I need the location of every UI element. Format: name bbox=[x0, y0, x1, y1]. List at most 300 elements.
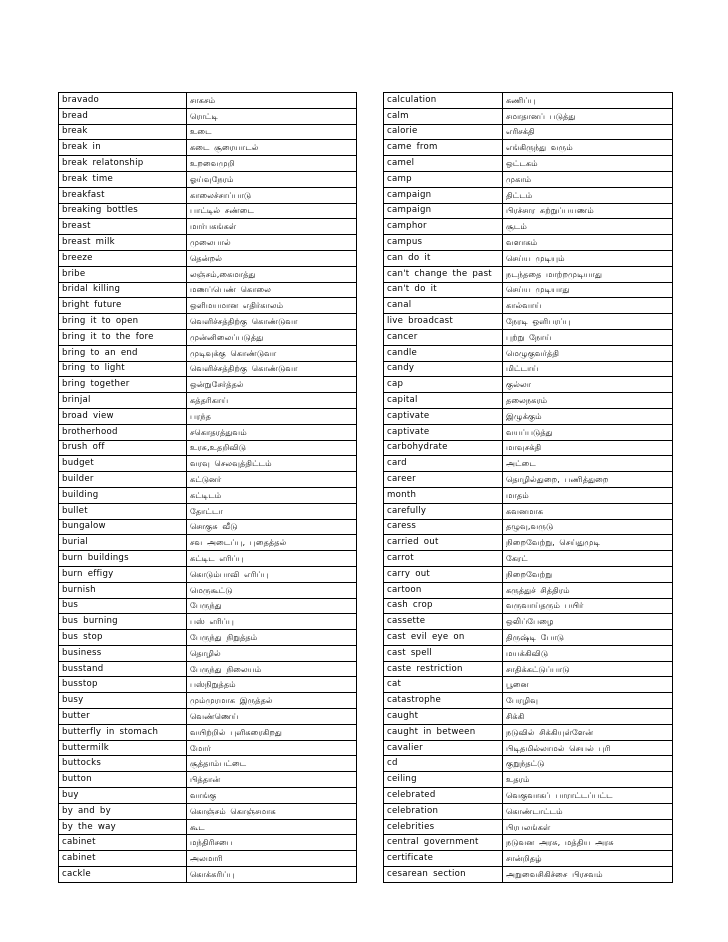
tamil-meaning: வயிற்றில் புளிகரைகிறது bbox=[187, 724, 357, 740]
table-row bbox=[384, 614, 673, 630]
english-word: can't change the past bbox=[384, 266, 503, 282]
tamil-meaning: மார்பகங்கள் bbox=[187, 219, 357, 235]
tamil-meaning: செய்ய முடியாது bbox=[503, 282, 673, 298]
tamil-meaning: தென்றல் bbox=[187, 250, 357, 266]
table-row bbox=[384, 266, 673, 282]
table-row bbox=[384, 235, 673, 251]
tamil-meaning: கொடும்பாவி எரிப்பு bbox=[187, 566, 357, 582]
english-word: butter bbox=[59, 709, 187, 725]
english-word: cabinet bbox=[59, 835, 187, 851]
english-word: cast spell bbox=[384, 645, 503, 661]
tamil-meaning: தலைநகரம் bbox=[503, 393, 673, 409]
table-row bbox=[384, 819, 673, 835]
tamil-meaning: சிக்கி bbox=[503, 709, 673, 725]
tamil-meaning: கேரட் bbox=[503, 551, 673, 567]
tamil-meaning: கணிப்பு bbox=[503, 93, 673, 109]
left-dictionary-table bbox=[58, 92, 357, 883]
tamil-meaning: பூனை bbox=[503, 677, 673, 693]
english-word: breast bbox=[59, 219, 187, 235]
english-word: captivate bbox=[384, 424, 503, 440]
english-word: cat bbox=[384, 677, 503, 693]
english-word: capital bbox=[384, 393, 503, 409]
tamil-meaning: சான்றிதழ் bbox=[503, 851, 673, 867]
left-dictionary-body bbox=[59, 93, 357, 883]
table-row bbox=[384, 645, 673, 661]
tamil-meaning: பேருந்து நிறுத்தம் bbox=[187, 630, 357, 646]
table-row bbox=[59, 503, 357, 519]
table-row bbox=[59, 677, 357, 693]
tamil-meaning: ஒட்டகம் bbox=[503, 156, 673, 172]
table-row bbox=[384, 503, 673, 519]
tamil-meaning: பேருந்து நிலையம் bbox=[187, 661, 357, 677]
english-word: canal bbox=[384, 298, 503, 314]
english-word: carried out bbox=[384, 535, 503, 551]
english-word: broad view bbox=[59, 408, 187, 424]
table-row bbox=[384, 377, 673, 393]
table-row bbox=[59, 614, 357, 630]
english-word: candy bbox=[384, 361, 503, 377]
table-row bbox=[384, 345, 673, 361]
english-word: brinjal bbox=[59, 393, 187, 409]
table-row bbox=[59, 361, 357, 377]
tamil-meaning: சமாதானப் படுத்து bbox=[503, 108, 673, 124]
table-row bbox=[384, 456, 673, 472]
english-word: cackle bbox=[59, 867, 187, 883]
english-word: bus stop bbox=[59, 630, 187, 646]
tamil-meaning: பிரச்சார சுற்றுப்பயணம் bbox=[503, 203, 673, 219]
tamil-meaning: மும்முரமாக இருத்தல் bbox=[187, 693, 357, 709]
tamil-meaning: கட்டிடம் bbox=[187, 487, 357, 503]
english-word: burn buildings bbox=[59, 551, 187, 567]
tamil-meaning: வரவு செலவுத்திட்டம் bbox=[187, 456, 357, 472]
table-row bbox=[59, 345, 357, 361]
table-row bbox=[59, 566, 357, 582]
table-row bbox=[59, 456, 357, 472]
table-row bbox=[59, 535, 357, 551]
tamil-meaning: கட்டிட எரிப்பு bbox=[187, 551, 357, 567]
english-word: break bbox=[59, 124, 187, 140]
table-row bbox=[59, 645, 357, 661]
tamil-meaning: பிரபலங்கள் bbox=[503, 819, 673, 835]
english-word: brotherhood bbox=[59, 424, 187, 440]
english-word: camel bbox=[384, 156, 503, 172]
english-word: can do it bbox=[384, 250, 503, 266]
english-word: cabinet bbox=[59, 851, 187, 867]
english-word: budget bbox=[59, 456, 187, 472]
tamil-meaning: சூத்தாம்பட்டை bbox=[187, 756, 357, 772]
table-row bbox=[384, 551, 673, 567]
english-word: builder bbox=[59, 472, 187, 488]
tamil-meaning: ஒளிமயமான எதிர்காலம் bbox=[187, 298, 357, 314]
english-word: buttocks bbox=[59, 756, 187, 772]
tamil-meaning: கொக்கரிப்பு bbox=[187, 867, 357, 883]
tamil-meaning: நடுவன அரசு, மத்திய அரசு bbox=[503, 835, 673, 851]
english-word: cesarean section bbox=[384, 867, 503, 883]
english-word: butterfly in stomach bbox=[59, 724, 187, 740]
tamil-meaning: பிடிதமில்லாமல் செயல் புரி bbox=[503, 740, 673, 756]
table-row bbox=[384, 566, 673, 582]
table-row bbox=[59, 266, 357, 282]
tamil-meaning: சகொதரத்துவம் bbox=[187, 424, 357, 440]
tamil-meaning: நிறைவேற்று bbox=[503, 566, 673, 582]
english-word: caste restriction bbox=[384, 661, 503, 677]
tamil-meaning: வருவாய்தரும் பயிர் bbox=[503, 598, 673, 614]
table-row bbox=[384, 440, 673, 456]
english-word: month bbox=[384, 487, 503, 503]
english-word: bring to an end bbox=[59, 345, 187, 361]
table-row bbox=[384, 740, 673, 756]
english-word: came from bbox=[384, 140, 503, 156]
tamil-meaning: கருத்துச் சித்திரம் bbox=[503, 582, 673, 598]
english-word: breeze bbox=[59, 250, 187, 266]
table-row bbox=[384, 250, 673, 266]
table-row bbox=[59, 551, 357, 567]
table-row bbox=[384, 835, 673, 851]
english-word: candle bbox=[384, 345, 503, 361]
table-row bbox=[384, 171, 673, 187]
tamil-meaning: கூட bbox=[187, 819, 357, 835]
tamil-meaning: பஸ் எரிப்பு bbox=[187, 614, 357, 630]
tamil-meaning: தொழில் bbox=[187, 645, 357, 661]
tamil-meaning: திருஷ்டி போடு bbox=[503, 630, 673, 646]
table-row bbox=[384, 298, 673, 314]
english-word: camp bbox=[384, 171, 503, 187]
table-row bbox=[384, 867, 673, 883]
english-word: busstop bbox=[59, 677, 187, 693]
tamil-meaning: சவ அடைப்பு, புதைத்தல் bbox=[187, 535, 357, 551]
english-word: central government bbox=[384, 835, 503, 851]
table-row bbox=[384, 140, 673, 156]
tamil-meaning: கட்டுனர் bbox=[187, 472, 357, 488]
tamil-meaning: இழுக்கும் bbox=[503, 408, 673, 424]
table-row bbox=[384, 329, 673, 345]
english-word: carrot bbox=[384, 551, 503, 567]
right-dictionary-body bbox=[384, 93, 673, 883]
table-row bbox=[384, 661, 673, 677]
tamil-meaning: முகாம் bbox=[503, 171, 673, 187]
table-row bbox=[59, 582, 357, 598]
english-word: bring it to open bbox=[59, 314, 187, 330]
tamil-meaning: குறுந்தட்டு bbox=[503, 756, 673, 772]
table-row bbox=[384, 361, 673, 377]
tamil-meaning: வெளிச்சத்திற்கு கொண்டுவா bbox=[187, 361, 357, 377]
tamil-meaning: மந்திரிசபை bbox=[187, 835, 357, 851]
tamil-meaning: மெருகூட்டு bbox=[187, 582, 357, 598]
table-row bbox=[384, 677, 673, 693]
english-word: celebration bbox=[384, 803, 503, 819]
tamil-meaning: மோர் bbox=[187, 740, 357, 756]
tamil-meaning: ரொட்டி bbox=[187, 108, 357, 124]
tamil-meaning: புற்று நோய் bbox=[503, 329, 673, 345]
english-word: busy bbox=[59, 693, 187, 709]
table-row bbox=[59, 519, 357, 535]
tamil-meaning: பேருந்து bbox=[187, 598, 357, 614]
tamil-meaning: மிட்டாய் bbox=[503, 361, 673, 377]
table-row bbox=[59, 867, 357, 883]
english-word: brush off bbox=[59, 440, 187, 456]
tamil-meaning: நிறைவேற்று, செய்துமுடி bbox=[503, 535, 673, 551]
english-word: cartoon bbox=[384, 582, 503, 598]
english-word: caught bbox=[384, 709, 503, 725]
english-word: certificate bbox=[384, 851, 503, 867]
table-row bbox=[59, 124, 357, 140]
table-row bbox=[59, 93, 357, 109]
tamil-meaning: வாங்கு bbox=[187, 788, 357, 804]
table-row bbox=[384, 851, 673, 867]
tamil-meaning: சூடம் bbox=[503, 219, 673, 235]
tamil-meaning: வயப்படுத்து bbox=[503, 424, 673, 440]
tamil-meaning: பித்தான் bbox=[187, 772, 357, 788]
tamil-meaning: மெழுகுவர்த்தி bbox=[503, 345, 673, 361]
english-word: calculation bbox=[384, 93, 503, 109]
english-word: cassette bbox=[384, 614, 503, 630]
english-word: bright future bbox=[59, 298, 187, 314]
table-row bbox=[59, 203, 357, 219]
english-word: business bbox=[59, 645, 187, 661]
table-row bbox=[384, 424, 673, 440]
tamil-meaning: வளாகம் bbox=[503, 235, 673, 251]
english-word: burial bbox=[59, 535, 187, 551]
english-word: cast evil eye on bbox=[384, 630, 503, 646]
tamil-meaning: உரசு,உதறிவிடு bbox=[187, 440, 357, 456]
table-row bbox=[384, 203, 673, 219]
english-word: button bbox=[59, 772, 187, 788]
english-word: bungalow bbox=[59, 519, 187, 535]
tamil-meaning: நேரடி ஒளிபரப்பு bbox=[503, 314, 673, 330]
table-row bbox=[59, 472, 357, 488]
table-row bbox=[384, 393, 673, 409]
tamil-meaning: ஒன்றுசேர்த்தல் bbox=[187, 377, 357, 393]
tamil-meaning: அட்டை bbox=[503, 456, 673, 472]
tamil-meaning: அறுவைசிகிச்சை பிரசவம் bbox=[503, 867, 673, 883]
table-row bbox=[59, 424, 357, 440]
tamil-meaning: சொகுசு வீடு bbox=[187, 519, 357, 535]
table-row bbox=[59, 282, 357, 298]
tamil-meaning: உறவைமுறி bbox=[187, 156, 357, 172]
english-word: breakfast bbox=[59, 187, 187, 203]
english-word: breaking bottles bbox=[59, 203, 187, 219]
table-row bbox=[59, 108, 357, 124]
english-word: bring to light bbox=[59, 361, 187, 377]
table-row bbox=[384, 756, 673, 772]
tamil-meaning: அலமாரி bbox=[187, 851, 357, 867]
table-row bbox=[384, 709, 673, 725]
table-row bbox=[384, 124, 673, 140]
english-word: celebrated bbox=[384, 788, 503, 804]
table-row bbox=[59, 661, 357, 677]
english-word: campus bbox=[384, 235, 503, 251]
tamil-meaning: தழுவு,வருடு bbox=[503, 519, 673, 535]
english-word: card bbox=[384, 456, 503, 472]
english-word: cash crop bbox=[384, 598, 503, 614]
tamil-meaning: பாட்டில் சண்டை bbox=[187, 203, 357, 219]
tamil-meaning: தொழில்துறை, பணித்துறை bbox=[503, 472, 673, 488]
tamil-meaning: வெகுவாகப் பாராட்டப்பட்ட bbox=[503, 788, 673, 804]
english-word: by and by bbox=[59, 803, 187, 819]
table-row bbox=[59, 377, 357, 393]
table-row bbox=[384, 282, 673, 298]
table-row bbox=[384, 472, 673, 488]
english-word: break relatonship bbox=[59, 156, 187, 172]
english-word: caress bbox=[384, 519, 503, 535]
table-row bbox=[59, 219, 357, 235]
english-word: cd bbox=[384, 756, 503, 772]
table-row bbox=[59, 329, 357, 345]
tamil-meaning: மாதம் bbox=[503, 487, 673, 503]
table-row bbox=[59, 298, 357, 314]
table-row bbox=[384, 187, 673, 203]
table-row bbox=[384, 535, 673, 551]
table-row bbox=[384, 630, 673, 646]
tamil-meaning: உதரம் bbox=[503, 772, 673, 788]
table-row bbox=[59, 709, 357, 725]
table-row bbox=[59, 740, 357, 756]
table-row bbox=[384, 519, 673, 535]
english-word: campaign bbox=[384, 203, 503, 219]
tamil-meaning: வெண்ணெய் bbox=[187, 709, 357, 725]
table-row bbox=[59, 235, 357, 251]
table-row bbox=[59, 772, 357, 788]
table-row bbox=[384, 582, 673, 598]
tamil-meaning: திட்டம் bbox=[503, 187, 673, 203]
english-word: bribe bbox=[59, 266, 187, 282]
tamil-meaning: செய்ய முடியும் bbox=[503, 250, 673, 266]
table-row bbox=[59, 724, 357, 740]
english-word: cavalier bbox=[384, 740, 503, 756]
english-word: live broadcast bbox=[384, 314, 503, 330]
english-word: burn effigy bbox=[59, 566, 187, 582]
table-row bbox=[384, 598, 673, 614]
table-row bbox=[59, 314, 357, 330]
tamil-meaning: நடுவில் சிக்கியுள்ளேன் bbox=[503, 724, 673, 740]
english-word: break in bbox=[59, 140, 187, 156]
tamil-meaning: பேரழிவு bbox=[503, 693, 673, 709]
english-word: career bbox=[384, 472, 503, 488]
tamil-meaning: எங்கிருந்து வரும் bbox=[503, 140, 673, 156]
tamil-meaning: குல்லா bbox=[503, 377, 673, 393]
table-row bbox=[384, 314, 673, 330]
table-row bbox=[59, 630, 357, 646]
table-row bbox=[384, 408, 673, 424]
table-row bbox=[59, 693, 357, 709]
english-word: celebrities bbox=[384, 819, 503, 835]
english-word: buy bbox=[59, 788, 187, 804]
english-word: bread bbox=[59, 108, 187, 124]
tamil-meaning: மயக்கிவிடு bbox=[503, 645, 673, 661]
english-word: breast milk bbox=[59, 235, 187, 251]
english-word: caught in between bbox=[384, 724, 503, 740]
table-row bbox=[384, 108, 673, 124]
tamil-meaning: வெளிச்சத்திற்கு கொண்டுவா bbox=[187, 314, 357, 330]
english-word: break time bbox=[59, 171, 187, 187]
table-row bbox=[59, 788, 357, 804]
table-row bbox=[384, 803, 673, 819]
english-word: carbohydrate bbox=[384, 440, 503, 456]
english-word: burnish bbox=[59, 582, 187, 598]
english-word: carry out bbox=[384, 566, 503, 582]
table-row bbox=[59, 408, 357, 424]
english-word: calm bbox=[384, 108, 503, 124]
table-row bbox=[59, 156, 357, 172]
tamil-meaning: முலைபால் bbox=[187, 235, 357, 251]
table-row bbox=[59, 487, 357, 503]
tamil-meaning: நடந்ததை மாற்றமுடியாது bbox=[503, 266, 673, 282]
tamil-meaning: கத்தரிகாய் bbox=[187, 393, 357, 409]
tamil-meaning: உடை bbox=[187, 124, 357, 140]
tamil-meaning: கவனமாக bbox=[503, 503, 673, 519]
table-row bbox=[59, 835, 357, 851]
english-word: cap bbox=[384, 377, 503, 393]
tamil-meaning: சாகசம் bbox=[187, 93, 357, 109]
tamil-meaning: தோட்டா bbox=[187, 503, 357, 519]
english-word: can't do it bbox=[384, 282, 503, 298]
english-word: by the way bbox=[59, 819, 187, 835]
tamil-meaning: பரந்த bbox=[187, 408, 357, 424]
table-row bbox=[59, 187, 357, 203]
english-word: buttermilk bbox=[59, 740, 187, 756]
table-row bbox=[59, 440, 357, 456]
english-word: camphor bbox=[384, 219, 503, 235]
tamil-meaning: காலைச்சாப்பாடு bbox=[187, 187, 357, 203]
english-word: campaign bbox=[384, 187, 503, 203]
english-word: busstand bbox=[59, 661, 187, 677]
table-row bbox=[59, 598, 357, 614]
tamil-meaning: கொஞ்சம் கொஞ்சமாக bbox=[187, 803, 357, 819]
tamil-meaning: லஞ்சம்,கைமாத்து bbox=[187, 266, 357, 282]
english-word: building bbox=[59, 487, 187, 503]
english-word: ceiling bbox=[384, 772, 503, 788]
tamil-meaning: கடை சூரையாடல் bbox=[187, 140, 357, 156]
table-row bbox=[384, 156, 673, 172]
table-row bbox=[59, 140, 357, 156]
english-word: captivate bbox=[384, 408, 503, 424]
english-word: bridal killing bbox=[59, 282, 187, 298]
table-row bbox=[384, 693, 673, 709]
table-row bbox=[59, 851, 357, 867]
tamil-meaning: ஓய்வுநேரம் bbox=[187, 171, 357, 187]
english-word: cancer bbox=[384, 329, 503, 345]
english-word: bullet bbox=[59, 503, 187, 519]
table-row bbox=[59, 171, 357, 187]
table-row bbox=[384, 772, 673, 788]
english-word: catastrophe bbox=[384, 693, 503, 709]
english-word: bravado bbox=[59, 93, 187, 109]
english-word: bring together bbox=[59, 377, 187, 393]
table-row bbox=[384, 93, 673, 109]
english-word: calorie bbox=[384, 124, 503, 140]
tamil-meaning: கொண்டாட்டம் bbox=[503, 803, 673, 819]
table-row bbox=[59, 393, 357, 409]
tamil-meaning: முடிவுக்கு கொண்டுவா bbox=[187, 345, 357, 361]
tamil-meaning: கால்வாய் bbox=[503, 298, 673, 314]
tamil-meaning: மாவுசக்தி bbox=[503, 440, 673, 456]
table-row bbox=[59, 756, 357, 772]
tamil-meaning: எரிசக்தி bbox=[503, 124, 673, 140]
tamil-meaning: ஒலிப்பேழை bbox=[503, 614, 673, 630]
table-row bbox=[59, 803, 357, 819]
english-word: carefully bbox=[384, 503, 503, 519]
table-row bbox=[59, 250, 357, 266]
table-row bbox=[384, 788, 673, 804]
table-row bbox=[384, 724, 673, 740]
table-row bbox=[384, 219, 673, 235]
tamil-meaning: முன்னிலைப்படுத்து bbox=[187, 329, 357, 345]
table-row bbox=[59, 819, 357, 835]
english-word: bus bbox=[59, 598, 187, 614]
tamil-meaning: பஸ்நிறுத்தம் bbox=[187, 677, 357, 693]
english-word: bring it to the fore bbox=[59, 329, 187, 345]
table-row bbox=[384, 487, 673, 503]
